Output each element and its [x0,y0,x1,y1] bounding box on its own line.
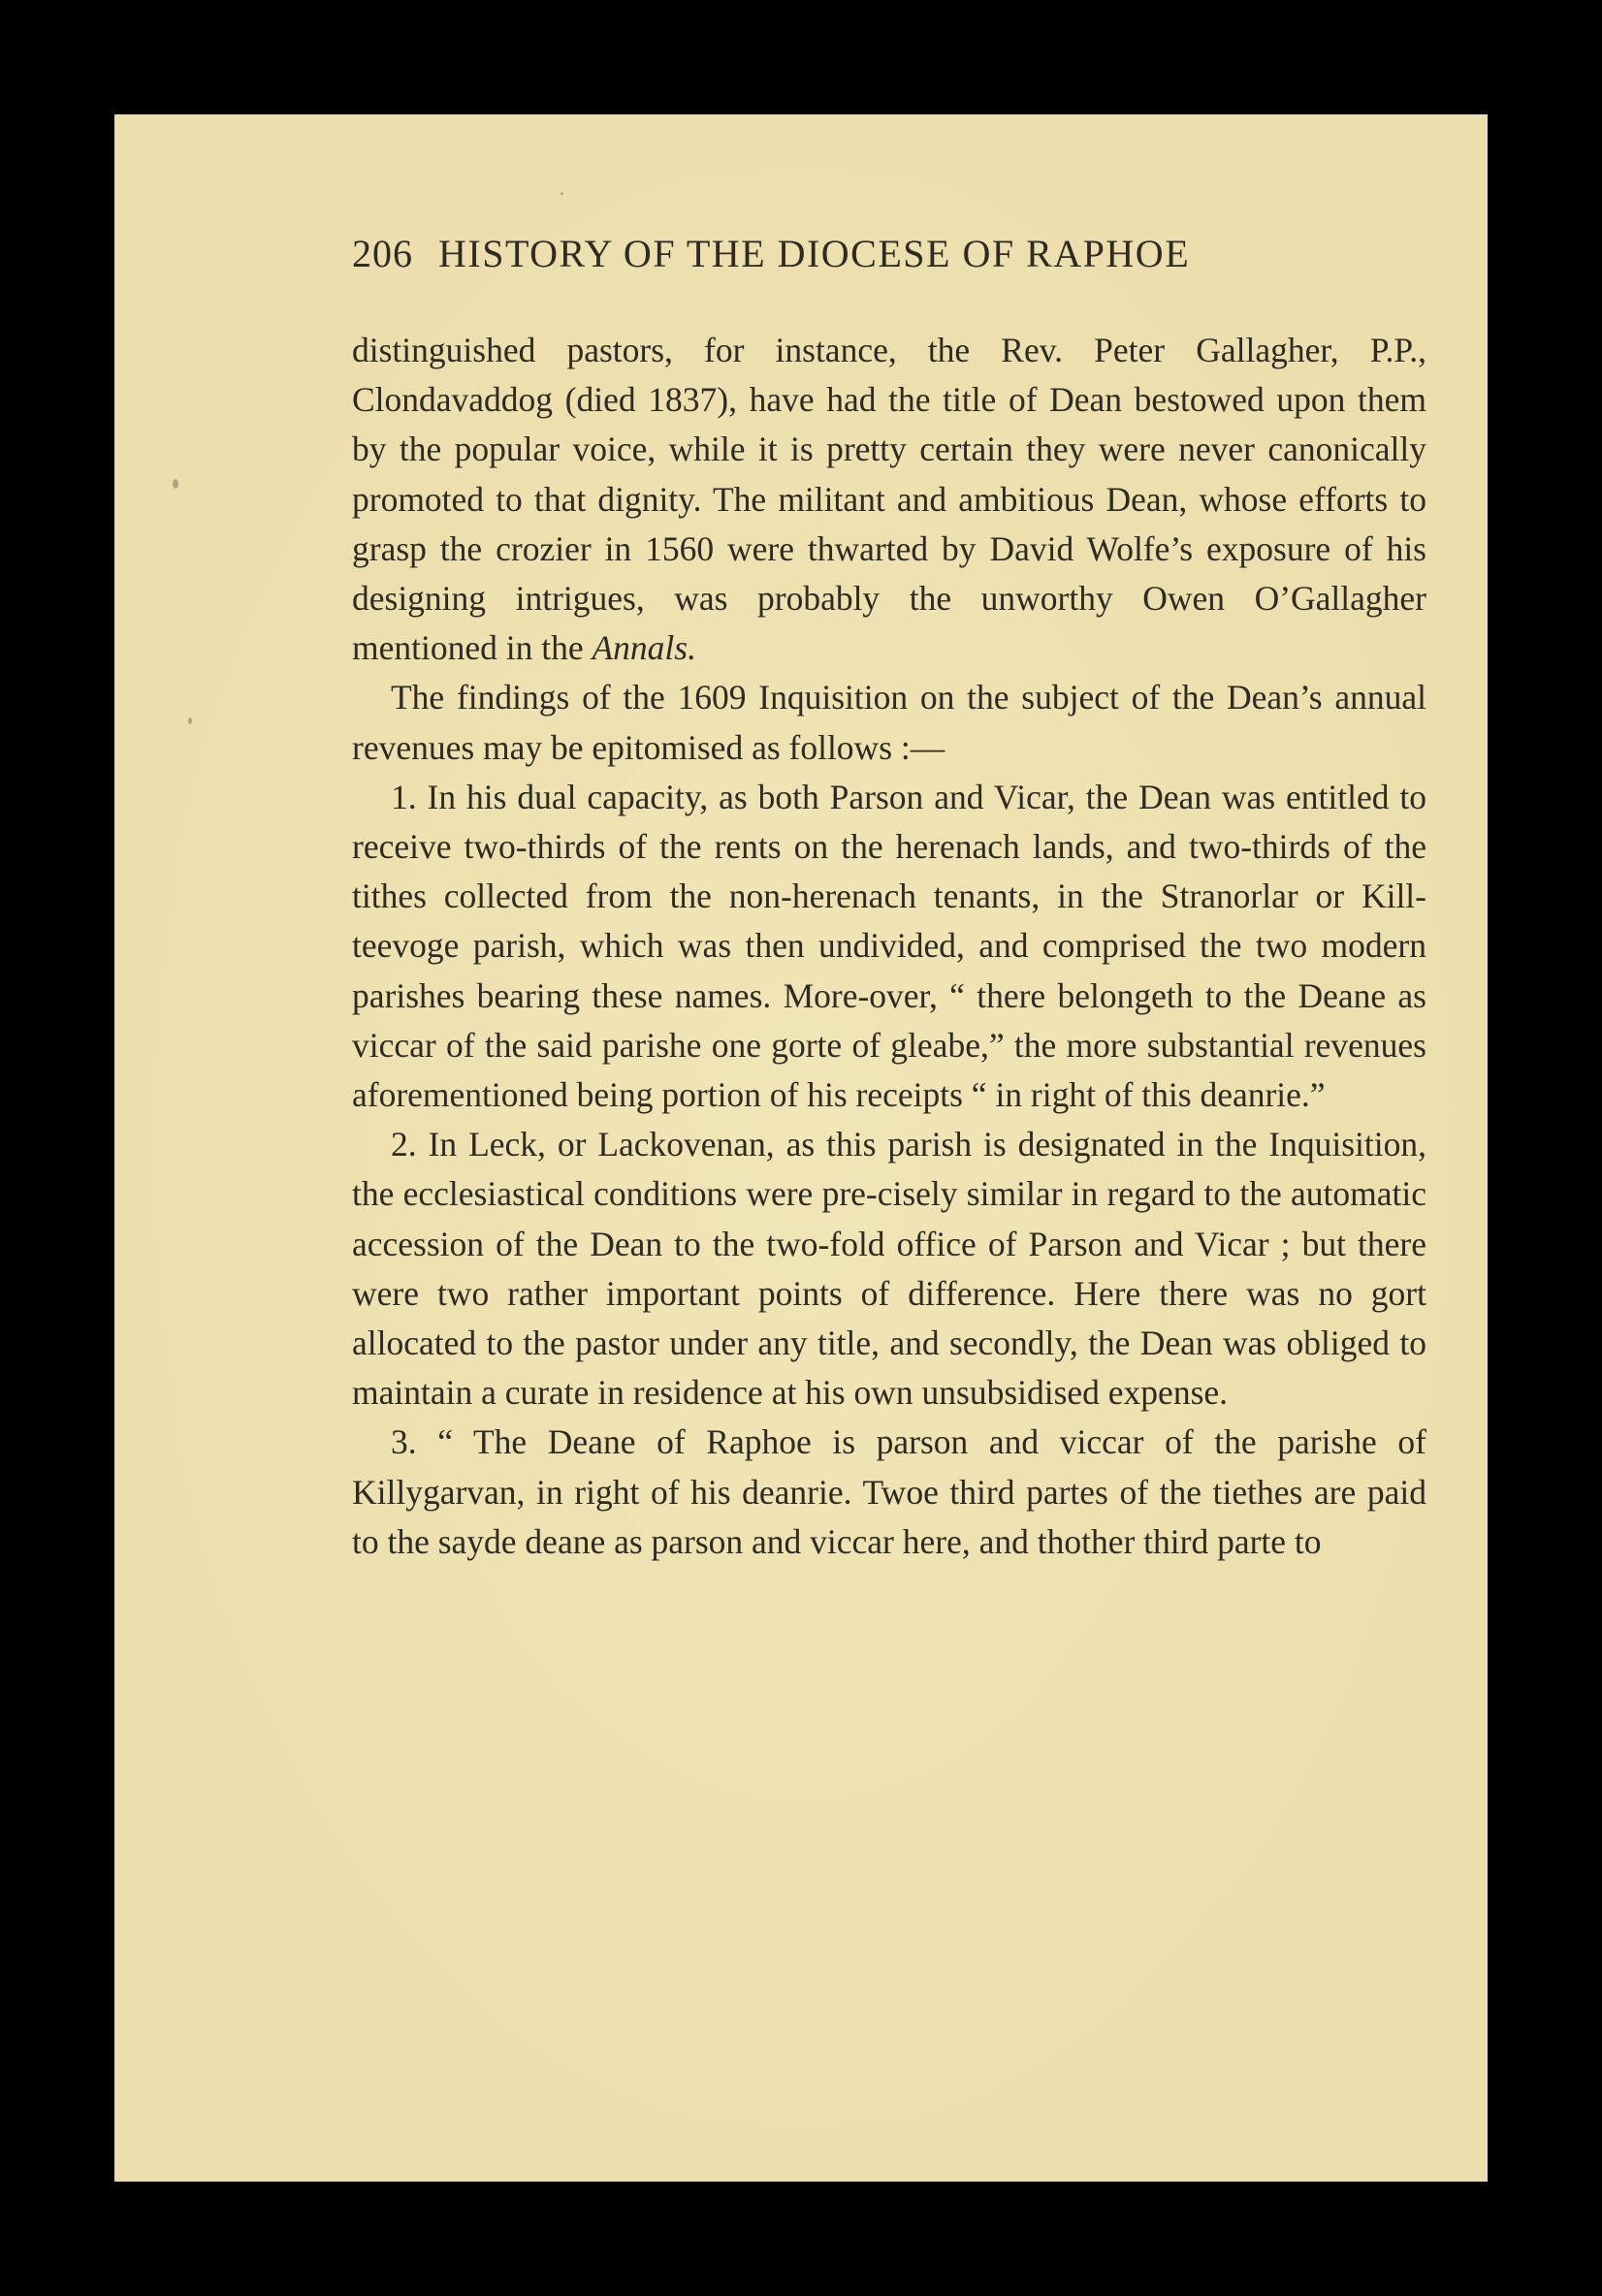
book-page [114,114,1488,2182]
running-title: HISTORY OF THE DIOCESE OF RAPHOE [438,232,1191,275]
paragraph: 1. In his dual capacity, as both Parson and Vicar, the Dean was entitled to receive two-thirds of the rents on the herenach lands, and two-thirds of the tithes collected from the non-herenach tenants, in the Stranorlar or Kill-teevoge parish, which was then undivided, and comprised the two modern parishes bearing these names. More-over, “ there belongeth to the Deane as viccar of the said parishe one gorte of gleabe,” the more substantial revenues aforementioned being portion of his receipts “ in right of this deanrie.” [352,777,1426,1115]
paragraph: The findings of the 1609 Inquisition on the subject of the Dean’s annual revenues may be epitomised as follows :— [352,678,1426,767]
paper-speck [188,718,192,724]
annals-italic: Annals. [592,628,696,668]
paper-speck [561,192,563,195]
paper-speck [173,479,178,489]
body-text [352,326,1426,1567]
paragraph [352,326,1426,673]
page-number: 206 [352,232,413,275]
paragraph: 2. In Leck, or Lackovenan, as this parish is designated in the Inquisition, the ecclesiastical conditions were pre-cisely similar in regard to the automatic accession of the Dean to the two-fold office of Parson and Vicar ; but there were two rather important points of difference. Here there was no gort allocated to the pastor under any title, and secondly, the Dean was obliged to maintain a curate in residence at his own unsubsidised expense. [352,1125,1426,1413]
running-head [352,231,1456,289]
paragraph-text: distinguished pastors, for instance, the Rev. Peter Gallagher, P.P., Clondavaddog (died 1837), have had the title of Dean bestowed upon them by the popular voice, while it is pretty certain they were never canonically promoted to that dignity. The militant and ambitious Dean, whose efforts to grasp the crozier in 1560 were thwarted by David Wolfe’s exposure of his designing intrigues, was probably the unworthy Owen O’Gallagher mentioned in the [352,331,1426,668]
paragraph: 3. “ The Deane of Raphoe is parson and viccar of the parishe of Killygarvan, in right of his deanrie. Twoe third partes of the tiethes are paid to the sayde deane as parson and viccar here, and thother third parte to [352,1422,1426,1561]
